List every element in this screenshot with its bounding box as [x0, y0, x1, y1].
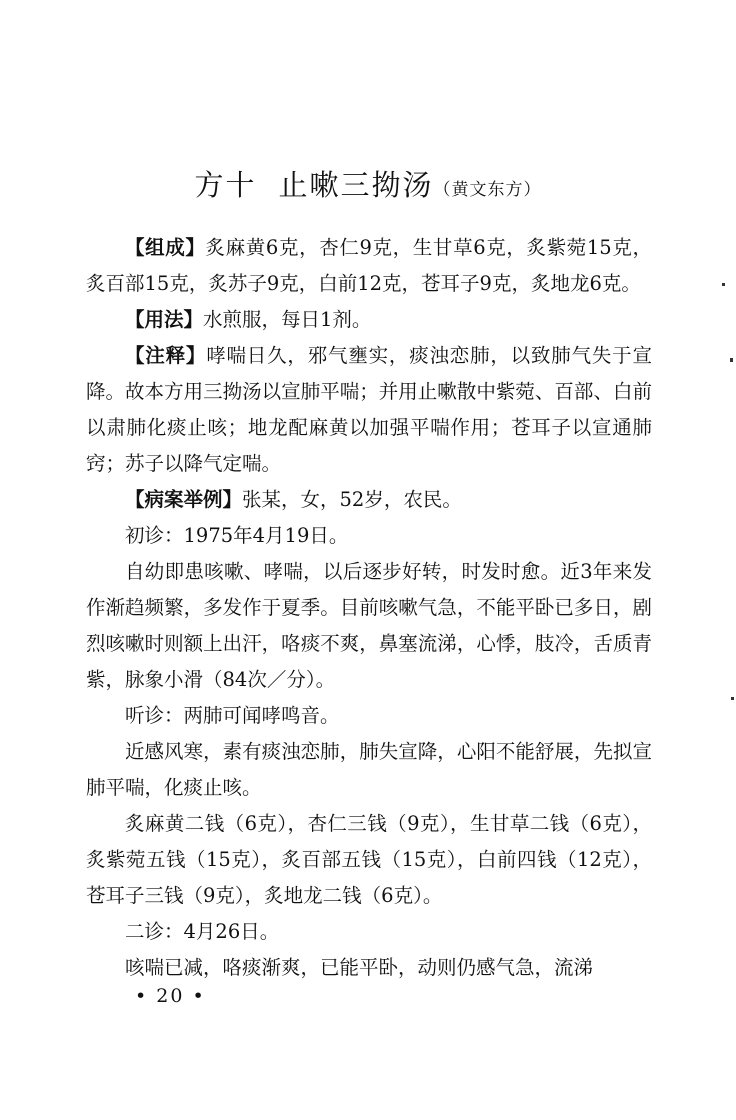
margin-speck: [730, 358, 733, 362]
paragraph-text: 哮喘日久，邪气壅实，痰浊恋肺，以致肺气失于宣降。故本方用三拗汤以宣肺平喘；并用止嗽散中紫菀、百部、白前以肃肺化痰止咳；地龙配麻黄以加强平喘作用；苍耳子以宣通肺窍；苏子以降气定喘。: [86, 344, 652, 475]
paragraph-text: 炙麻黄6克，杏仁9克，生甘草6克，炙紫菀15克，炙百部15克，炙苏子9克，白前12克，苍耳子9克，炙地龙6克。: [86, 236, 652, 295]
paragraph-composition: [86, 230, 652, 302]
paragraph-history: 自幼即患咳嗽、哮喘，以后逐步好转，时发时愈。近3年来发作渐趋频繁，多发作于夏季。目前咳嗽气急，不能平卧已多日，剧烈咳嗽时则额上出汗，咯痰不爽，鼻塞流涕，心悸，肢冷，舌质青紫，脉象小滑（84次／分）。: [86, 560, 652, 691]
formula-title: [0, 163, 736, 204]
formula-name: 止嗽三拗汤: [278, 168, 434, 202]
page-number: • 20 •: [135, 985, 206, 1007]
section-heading: 【注释】: [125, 344, 207, 367]
paragraph-prescription: 炙麻黄二钱（6克），杏仁三钱（9克），生甘草二钱（6克），炙紫菀五钱（15克），炙百部五钱（15克），白前四钱（12克），苍耳子三钱（9克），炙地龙二钱（6克）。: [86, 812, 652, 907]
margin-speck: [731, 697, 734, 700]
paragraph-auscultation: 听诊：两肺可闻哮鸣音。: [125, 704, 340, 727]
paragraph-first-visit: 初诊：1975年4月19日。: [125, 524, 349, 547]
paragraph-second-visit: 二诊：4月26日。: [125, 920, 280, 943]
formula-source: （黄文东方）: [433, 180, 542, 200]
section-heading: 【病案举例】: [125, 488, 243, 511]
paragraph-text: 张某，女，52岁，农民。: [242, 488, 462, 511]
paragraph-text: 水煎服，每日1剂。: [203, 308, 372, 331]
paragraph-case: [86, 482, 652, 518]
document-body: [86, 230, 652, 986]
section-heading: 【用法】: [125, 308, 204, 331]
paragraph-notes: [86, 338, 652, 482]
paragraph-progress: 咳喘已减，咯痰渐爽，已能平卧，动则仍感气急，流涕: [125, 956, 594, 979]
paragraph-usage: [86, 302, 652, 338]
formula-number: 方十: [194, 168, 257, 202]
paragraph-diagnosis: 近感风寒，素有痰浊恋肺，肺失宣降，心阳不能舒展，先拟宣肺平喘，化痰止咳。: [86, 740, 652, 799]
margin-speck: [722, 283, 725, 286]
section-heading: 【组成】: [125, 236, 206, 259]
